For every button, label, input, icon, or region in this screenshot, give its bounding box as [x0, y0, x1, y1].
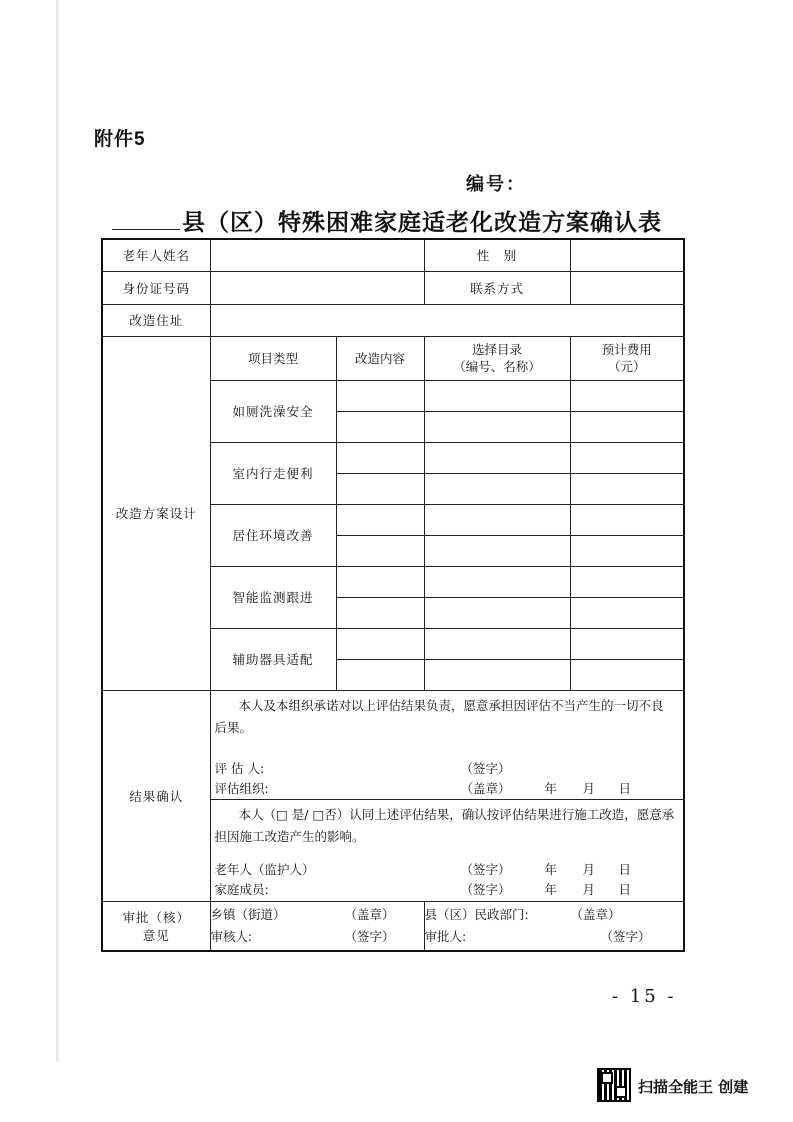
qr-code-icon [597, 1068, 631, 1102]
address-label: 改造住址 [102, 304, 210, 336]
family-sign-line[interactable] [215, 880, 676, 900]
cost-cell[interactable] [570, 442, 684, 473]
township-label: 乡镇（街道） [210, 906, 286, 922]
col-header-cost [570, 336, 684, 380]
elder-label: 老年人（监护人） [214, 861, 315, 877]
approval-row [102, 901, 684, 951]
design-section-label: 改造方案设计 [102, 336, 210, 690]
assessor-org-seal-hint: （盖章） [460, 780, 511, 796]
design-header-row [102, 336, 684, 380]
content-cell[interactable] [336, 380, 424, 411]
result-assessor-row [102, 690, 684, 799]
content-cell[interactable] [336, 535, 424, 566]
col-header-catalog-line1: 选择目录 [471, 342, 522, 357]
cost-cell[interactable] [570, 597, 684, 628]
content-cell[interactable] [336, 442, 424, 473]
county-name-blank[interactable] [112, 209, 180, 230]
approval-section-label [102, 901, 210, 951]
assessor-label: 评 估 人: [214, 760, 265, 776]
id-number-label: 身份证号码 [102, 271, 210, 304]
civil-affairs-label: 县（区）民政部门: [424, 906, 529, 922]
confirmation-form-table [101, 238, 685, 952]
township-approval-cell[interactable] [210, 901, 424, 951]
col-header-cost-line1: 预计费用 [601, 342, 652, 357]
contact-label: 联系方式 [424, 271, 570, 304]
catalog-cell[interactable] [424, 411, 570, 442]
category-indoor-mobility: 室内行走便利 [210, 442, 336, 504]
cost-cell[interactable] [570, 504, 684, 535]
elder-name-field[interactable] [210, 239, 424, 271]
gender-field[interactable] [570, 239, 684, 271]
content-cell[interactable] [336, 659, 424, 690]
catalog-cell[interactable] [424, 659, 570, 690]
civil-affairs-line [425, 904, 684, 926]
cost-cell[interactable] [570, 628, 684, 659]
form-title-text: 县（区）特殊困难家庭适老化改造方案确认表 [182, 210, 662, 236]
catalog-cell[interactable] [424, 628, 570, 659]
content-cell[interactable] [336, 473, 424, 504]
approver-line [425, 926, 684, 948]
date-year: 年 [544, 780, 558, 796]
content-cell[interactable] [336, 597, 424, 628]
township-seal-hint: （盖章） [344, 906, 395, 922]
elder-sign-line[interactable] [215, 860, 676, 880]
id-number-field[interactable] [210, 271, 424, 304]
date-day: 日 [618, 780, 632, 796]
cost-cell[interactable] [570, 411, 684, 442]
catalog-cell[interactable] [424, 380, 570, 411]
content-cell[interactable] [336, 628, 424, 659]
row-id-contact [102, 271, 684, 304]
category-living-environment: 居住环境改善 [210, 504, 336, 566]
elder-name-label: 老年人姓名 [102, 239, 210, 271]
family-sign-hint: （签字） [460, 881, 511, 897]
row-name-gender [102, 239, 684, 271]
form-title [112, 204, 692, 237]
cost-cell[interactable] [570, 659, 684, 690]
assessor-block [210, 690, 684, 799]
date-year: 年 [544, 881, 558, 897]
scanner-watermark: 扫描全能王 创建 [638, 1078, 749, 1096]
gender-label: 性 别 [424, 239, 570, 271]
assessor-org-line[interactable] [215, 779, 676, 799]
civil-affairs-seal-hint: （盖章） [570, 906, 621, 922]
binding-margin-line [56, 0, 59, 1062]
cost-cell[interactable] [570, 535, 684, 566]
result-section-label: 结果确认 [102, 690, 210, 901]
contact-field[interactable] [570, 271, 684, 304]
assessor-sign-line[interactable] [215, 759, 676, 779]
content-cell[interactable] [336, 411, 424, 442]
civil-affairs-approval-cell[interactable] [424, 901, 684, 951]
approval-label-line1: 审批（核） [122, 909, 190, 925]
col-header-content: 改造内容 [336, 336, 424, 380]
date-month: 月 [582, 861, 596, 877]
elder-block [210, 799, 684, 901]
row-address [102, 304, 684, 336]
elder-statement: 本人（□ 是/ □否）认同上述评估结果，确认按评估结果进行施工改造，愿意承担因施工改造产生的影响。 [214, 806, 675, 844]
assessor-statement: 本人及本组织承诺对以上评估结果负责，愿意承担因评估不当产生的一切不良后果。 [214, 697, 664, 735]
catalog-cell[interactable] [424, 597, 570, 628]
date-month: 月 [582, 780, 596, 796]
elder-sign-hint: （签字） [460, 861, 511, 877]
reviewer-label: 审核人: [210, 928, 253, 944]
category-assistive-devices: 辅助器具适配 [210, 628, 336, 690]
cost-cell[interactable] [570, 473, 684, 504]
col-header-catalog [424, 336, 570, 380]
cost-cell[interactable] [570, 566, 684, 597]
family-label: 家庭成员: [214, 881, 269, 897]
content-cell[interactable] [336, 566, 424, 597]
approval-label-line2: 意见 [142, 927, 170, 943]
catalog-cell[interactable] [424, 442, 570, 473]
page-number: - 15 - [612, 986, 677, 1007]
reviewer-sign-hint: （签字） [344, 928, 395, 944]
category-bathroom-safety: 如厕洗澡安全 [210, 380, 336, 442]
assessor-org-label: 评估组织: [214, 780, 269, 796]
serial-number-label: 编号： [466, 174, 526, 195]
address-field[interactable] [210, 304, 684, 336]
catalog-cell[interactable] [424, 504, 570, 535]
township-line [211, 904, 424, 926]
cost-cell[interactable] [570, 380, 684, 411]
approver-label: 审批人: [424, 928, 467, 944]
date-year: 年 [544, 861, 558, 877]
date-day: 日 [618, 881, 632, 897]
date-day: 日 [618, 861, 632, 877]
catalog-cell[interactable] [424, 566, 570, 597]
assessor-sign-hint: （签字） [460, 760, 511, 776]
content-cell[interactable] [336, 504, 424, 535]
attachment-label: 附件5 [94, 129, 146, 150]
catalog-cell[interactable] [424, 473, 570, 504]
col-header-catalog-line2: （编号、名称） [453, 359, 541, 374]
col-header-cost-line2: （元） [607, 359, 646, 374]
catalog-cell[interactable] [424, 535, 570, 566]
date-month: 月 [582, 881, 596, 897]
approver-sign-hint: （签字） [600, 928, 651, 944]
reviewer-line [211, 926, 424, 948]
category-smart-monitoring: 智能监测跟进 [210, 566, 336, 628]
col-header-type: 项目类型 [210, 336, 336, 380]
